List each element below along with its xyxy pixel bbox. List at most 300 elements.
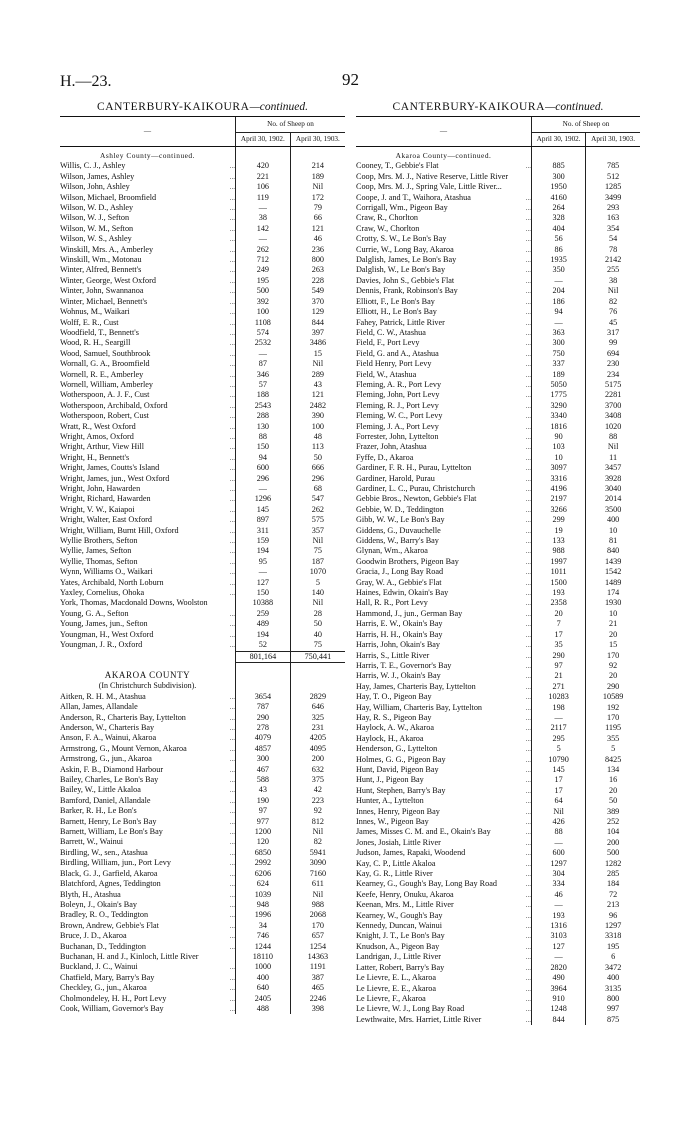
sheep-1902: 400 (236, 973, 291, 983)
owner-name: Wright, James, Coutts's Island (60, 463, 160, 473)
sheep-1902: 186 (532, 297, 586, 307)
table-row (60, 245, 345, 255)
sheep-1902: Nil (532, 807, 586, 817)
table-row (356, 838, 640, 848)
leader-dots: ... (229, 526, 235, 535)
table-row (356, 161, 640, 171)
sheep-1903: 2482 (290, 401, 345, 411)
sheep-1902: 5050 (532, 380, 586, 390)
table-row (356, 380, 640, 390)
table-row (356, 890, 640, 900)
table-row (356, 172, 640, 182)
sheep-1903: 370 (290, 297, 345, 307)
sheep-1902: 64 (532, 796, 586, 806)
table-row (60, 994, 345, 1004)
sheep-1903: 75 (290, 546, 345, 556)
sheep-1902: 130 (236, 422, 291, 432)
sheep-1902: 21 (532, 671, 586, 681)
owner-name: Hay, R. S., Pigeon Bay (356, 712, 432, 722)
table-row (356, 567, 640, 577)
leader-dots: ... (229, 360, 235, 369)
owner-name: Gebbie, W. D., Teddington (356, 504, 444, 514)
table-row (60, 962, 345, 972)
owner-name: Cholmondeley, H. H., Port Levy (60, 993, 167, 1003)
sheep-1902: 977 (236, 817, 291, 827)
leader-dots: ... (229, 193, 235, 202)
leader-dots: ... (229, 807, 235, 816)
owner-name: Allan, James, Allandale (60, 702, 138, 712)
sheep-1902: 194 (236, 630, 291, 640)
leader-dots: ... (525, 922, 531, 931)
table-row (60, 609, 345, 619)
owner-name: Innes, Henry, Pigeon Bay (356, 806, 440, 816)
owner-name: Wright, Arthur, View Hill (60, 442, 144, 452)
table-row (60, 723, 345, 733)
sheep-1903: 1070 (290, 567, 345, 577)
owner-name: Field, C. W., Atashua (356, 327, 426, 337)
sheep-1902: 1200 (236, 827, 291, 837)
leader-dots: ... (525, 214, 531, 223)
sheep-1903: 657 (290, 931, 345, 941)
sheep-1903: 3318 (586, 931, 640, 941)
leader-dots: ... (525, 516, 531, 525)
leader-dots: ... (525, 557, 531, 566)
leader-dots: ... (525, 297, 531, 306)
leader-dots: ... (229, 838, 235, 847)
table-row (60, 796, 345, 806)
sheep-1903: 3500 (586, 505, 640, 515)
sheep-1902: 142 (236, 224, 291, 234)
sheep-1902: 159 (236, 536, 291, 546)
sheep-1903: 611 (290, 879, 345, 889)
owner-name: Armstrong, G., Mount Vernon, Akaroa (60, 743, 187, 753)
leader-dots: ... (525, 360, 531, 369)
sheep-1903: 40 (290, 630, 345, 640)
owner-name: Kennedy, Duncan, Wainui (356, 921, 442, 931)
leader-dots: ... (229, 266, 235, 275)
table-row (356, 744, 640, 754)
leader-dots: ... (525, 589, 531, 598)
owner-name: Wilson, Michael, Broomfield (60, 192, 157, 202)
leader-dots: ... (525, 859, 531, 868)
sheep-1902: 1996 (236, 910, 291, 920)
owner-name: Harris, E. W., Okain's Bay (356, 619, 443, 629)
sheep-1903: 15 (290, 349, 345, 359)
sheep-1903: 375 (290, 775, 345, 785)
sheep-1903: 2246 (290, 994, 345, 1004)
leader-dots: ... (229, 370, 235, 379)
sheep-1902: 120 (236, 837, 291, 847)
sheep-1903: 76 (586, 307, 640, 317)
sheep-1902: 95 (236, 557, 291, 567)
leader-dots: ... (525, 318, 531, 327)
leader-dots: ... (229, 308, 235, 317)
sheep-1903: Nil (290, 890, 345, 900)
sheep-1902: 127 (532, 942, 586, 952)
table-row (60, 983, 345, 993)
table-row (60, 401, 345, 411)
table-row (356, 307, 640, 317)
leader-dots: ... (229, 848, 235, 857)
owner-name: York, Thomas, Macdonald Downs, Woolston (60, 598, 208, 608)
right-section-title: Akaroa County—continued. (395, 151, 492, 160)
sheep-1903: 262 (290, 505, 345, 515)
leader-dots: ... (229, 994, 235, 1003)
leader-dots: ... (525, 942, 531, 951)
owner-name: Field, G. and A., Atashua (356, 348, 439, 358)
sheep-1902: — (532, 318, 586, 328)
sheep-1903: 42 (290, 785, 345, 795)
owner-name: Wornell, R. E., Amberley (60, 369, 144, 379)
table-row (356, 692, 640, 702)
sheep-1902: 43 (236, 785, 291, 795)
sheep-1902: 259 (236, 609, 291, 619)
owner-name: Bruce, J. D., Akaroa (60, 931, 127, 941)
owner-name: Yaxley, Cornelius, Ohoka (60, 588, 145, 598)
sheep-1903: 21 (586, 619, 640, 629)
owner-name: Kearney, G., Gough's Bay, Long Bay Road (356, 879, 497, 889)
owner-name: Wyllie Brothers, Sefton (60, 536, 138, 546)
sheep-1903: 228 (290, 276, 345, 286)
sheep-1902: 488 (236, 1004, 291, 1014)
leader-dots: ... (229, 432, 235, 441)
sheep-1903: 172 (290, 193, 345, 203)
owner-name: Young, James, jun., Sefton (60, 619, 148, 629)
table-row (356, 255, 640, 265)
sheep-1903: 50 (290, 453, 345, 463)
sheep-1902: 1296 (236, 494, 291, 504)
leader-dots: ... (525, 349, 531, 358)
sheep-1903: 54 (586, 234, 640, 244)
sheep-1902: 198 (532, 703, 586, 713)
leader-dots: ... (525, 797, 531, 806)
leader-dots: ... (525, 641, 531, 650)
sheep-1903: 285 (586, 869, 640, 879)
sheep-1902: 426 (532, 817, 586, 827)
sheep-1902: 188 (236, 390, 291, 400)
leader-dots: ... (525, 224, 531, 233)
owner-name: Harris, H. H., Okain's Bay (356, 629, 443, 639)
owner-name: Goodwin Brothers, Pigeon Bay (356, 556, 459, 566)
sheep-1903: 88 (586, 432, 640, 442)
table-row (60, 921, 345, 931)
leader-dots: ... (229, 412, 235, 421)
sheep-1903: 20 (586, 786, 640, 796)
table-row (60, 338, 345, 348)
sheep-1903: 2829 (290, 692, 345, 702)
sheep-1902: 311 (236, 526, 291, 536)
sheep-1902: 145 (532, 765, 586, 775)
table-row (60, 432, 345, 442)
table-row (356, 349, 640, 359)
leader-dots: ... (229, 641, 235, 650)
table-row (60, 785, 345, 795)
owner-name: Wright, Amos, Oxford (60, 431, 134, 441)
table-row (60, 276, 345, 286)
sheep-1903: Nil (290, 536, 345, 546)
sheep-1903: 99 (586, 338, 640, 348)
table-row (356, 786, 640, 796)
sheep-1903: 5 (586, 744, 640, 754)
owner-name: Forrester, John, Lyttelton (356, 431, 439, 441)
table-row (60, 234, 345, 244)
sheep-1902: 56 (532, 234, 586, 244)
sheep-1903: 296 (290, 474, 345, 484)
owner-name: Wright, William, Burnt Hill, Oxford (60, 525, 179, 535)
table-row (356, 515, 640, 525)
sheep-1903: 2068 (290, 910, 345, 920)
sheep-1902: 7 (532, 619, 586, 629)
table-row (60, 744, 345, 754)
leader-dots: ... (525, 568, 531, 577)
sheep-1902: 300 (532, 338, 586, 348)
table-row (356, 598, 640, 608)
leader-dots: ... (525, 880, 531, 889)
sheep-1902: 2117 (532, 723, 586, 733)
table-row (60, 359, 345, 369)
leader-dots: ... (229, 422, 235, 431)
leader-dots: ... (229, 869, 235, 878)
owner-name: Wright, James, jun., West Oxford (60, 473, 170, 483)
sheep-1902: 346 (236, 370, 291, 380)
table-row (356, 193, 640, 203)
sheep-1903: 113 (290, 442, 345, 452)
sheep-1903: 79 (290, 203, 345, 213)
owner-name: James, Misses C. M. and E., Okain's Bay (356, 827, 491, 837)
sheep-1903: 14363 (290, 952, 345, 962)
sheep-1903: 45 (586, 318, 640, 328)
leader-dots: ... (525, 765, 531, 774)
table-row (60, 817, 345, 827)
sheep-1903: 4095 (290, 744, 345, 754)
table-row (356, 817, 640, 827)
sheep-1902: 2532 (236, 338, 291, 348)
owner-name: Wornall, G. A., Broomfield (60, 359, 150, 369)
leader-dots: ... (525, 256, 531, 265)
table-row (356, 765, 640, 775)
leader-dots: ... (525, 776, 531, 785)
owner-name: Crotty, S. W., Le Bon's Bay (356, 234, 447, 244)
sheep-1902: 94 (236, 453, 291, 463)
owner-name: Field, W., Atashua (356, 369, 417, 379)
sheep-1903: 234 (586, 370, 640, 380)
table-row (60, 879, 345, 889)
table-row (60, 307, 345, 317)
leader-dots: ... (229, 339, 235, 348)
sheep-1902: 88 (236, 432, 291, 442)
owner-name: Knight, J. T., Le Bon's Bay (356, 931, 445, 941)
right-head-group: No. of Sheep on (532, 117, 641, 133)
owner-name: Blatchford, Agnes, Teddington (60, 879, 161, 889)
table-row (60, 1004, 345, 1014)
sheep-1903: 170 (586, 651, 640, 661)
owner-name: Bamford, Daniel, Allandale (60, 795, 151, 805)
table-row (60, 931, 345, 941)
table-row (60, 255, 345, 265)
leader-dots: ... (229, 568, 235, 577)
sheep-1902: 420 (236, 161, 291, 171)
sheep-1903: 174 (586, 588, 640, 598)
leader-dots: ... (229, 214, 235, 223)
owner-name: Wilson, John, Ashley (60, 182, 130, 192)
sheep-1903: 121 (290, 390, 345, 400)
sheep-1903: 389 (586, 807, 640, 817)
table-row (356, 338, 640, 348)
page-number: 92 (342, 70, 359, 89)
sheep-1903: 694 (586, 349, 640, 359)
sheep-1903: 387 (290, 973, 345, 983)
leader-dots: ... (229, 245, 235, 254)
sheep-1902: 404 (532, 224, 586, 234)
owner-name: Fyffe, D., Akaroa (356, 452, 414, 462)
table-row (356, 265, 640, 275)
leader-dots: ... (525, 953, 531, 962)
leader-dots: ... (229, 942, 235, 951)
akaroa-sub-blank-2 (290, 681, 345, 691)
sheep-1903: 236 (290, 245, 345, 255)
table-row (60, 765, 345, 775)
table-row (60, 463, 345, 473)
left-column (60, 98, 345, 1014)
sheep-1903: 800 (586, 994, 640, 1004)
table-row (356, 900, 640, 910)
table-row (356, 796, 640, 806)
owner-name: Bradley, R. O., Teddington (60, 910, 149, 920)
leader-dots: ... (229, 692, 235, 701)
sheep-1903: 2281 (586, 390, 640, 400)
sheep-1902: — (236, 484, 291, 494)
table-row (356, 713, 640, 723)
table-row (60, 453, 345, 463)
table-row (356, 442, 640, 452)
owner-name: Wright, John, Hawarden (60, 484, 141, 493)
leader-dots: ... (229, 443, 235, 452)
table-row (356, 546, 640, 556)
table-row (60, 318, 345, 328)
leader-dots: ... (525, 693, 531, 702)
sheep-1903: 28 (290, 609, 345, 619)
owner-name: Winskill, Mrs. A., Amberley (60, 244, 154, 254)
sheep-1902: 1244 (236, 942, 291, 952)
sheep-1902: 1935 (532, 255, 586, 265)
table-row (356, 963, 640, 973)
leader-dots: ... (229, 485, 235, 493)
leader-dots: ... (229, 172, 235, 181)
table-row (356, 952, 640, 962)
table-row (60, 328, 345, 338)
sheep-1902: 3964 (532, 984, 586, 994)
sheep-1902: 35 (532, 640, 586, 650)
leader-dots: ... (229, 1004, 235, 1013)
sheep-1902: 2543 (236, 401, 291, 411)
owner-name: Coop, Mrs. M. J., Native Reserve, Little River (356, 171, 509, 181)
owner-name: Gebbie Bros., Newton, Gebbie's Flat (356, 494, 477, 504)
leader-dots: ... (525, 276, 531, 285)
table-row (60, 526, 345, 536)
sheep-1903: 96 (586, 911, 640, 921)
leader-dots: ... (525, 308, 531, 317)
sheep-1902: 588 (236, 775, 291, 785)
owner-name: Field Henry, Port Levy (356, 359, 432, 369)
sheep-1902: — (236, 203, 291, 213)
sheep-1902: 4079 (236, 733, 291, 743)
owner-name: Gibb, W. W., Le Bon's Bay (356, 515, 445, 525)
sheep-1903: 223 (290, 796, 345, 806)
akaroa-heading-row (60, 662, 345, 681)
owner-name: Wright, H., Bennett's (60, 452, 130, 462)
sheep-1902: 278 (236, 723, 291, 733)
table-row (356, 651, 640, 661)
sheep-1902: — (532, 276, 586, 286)
leader-dots: ... (229, 204, 235, 213)
sheep-1903: 200 (290, 754, 345, 764)
akaroa-sub-row (60, 681, 345, 691)
table-row (60, 973, 345, 983)
table-row (356, 671, 640, 681)
sheep-1903: 3408 (586, 411, 640, 421)
table-row (356, 390, 640, 400)
table-row (60, 910, 345, 920)
sheep-1902: 189 (532, 370, 586, 380)
table-row (356, 297, 640, 307)
table-row (60, 182, 345, 192)
sheep-1903: 20 (586, 671, 640, 681)
table-row (60, 411, 345, 421)
leader-dots: ... (229, 890, 235, 899)
owner-name: Birdling, W., sen., Atashua (60, 847, 148, 857)
table-row (356, 775, 640, 785)
sheep-1903: 5 (290, 578, 345, 588)
sheep-1903: 812 (290, 817, 345, 827)
leader-dots: ... (525, 703, 531, 712)
sheep-1902: 88 (532, 827, 586, 837)
table-row (356, 453, 640, 463)
owner-name: Keenan, Mrs. M., Little River (356, 900, 454, 910)
leader-dots: ... (229, 474, 235, 483)
leader-dots: ... (525, 193, 531, 202)
table-row (60, 380, 345, 390)
leader-dots: ... (525, 994, 531, 1003)
sheep-1902: 1011 (532, 567, 586, 577)
owner-name: Hunt, J., Pigeon Bay (356, 775, 424, 785)
right-title-text: CANTERBURY-KAIKOURA (392, 101, 546, 113)
sheep-1902: 467 (236, 765, 291, 775)
total-1903: 750,441 (290, 651, 345, 662)
table-row (60, 224, 345, 234)
table-row (356, 411, 640, 421)
table-row (60, 172, 345, 182)
table-row (60, 900, 345, 910)
leader-dots: ... (229, 973, 235, 982)
sheep-1903: 3457 (586, 463, 640, 473)
leader-dots: ... (525, 838, 531, 847)
table-row (356, 973, 640, 983)
owner-name: Wotherspoon, Archibald, Oxford (60, 400, 168, 410)
owner-name: Coope, J. and T., Waihora, Atashua (356, 192, 471, 202)
leader-dots: ... (525, 505, 531, 514)
left-section-row (60, 147, 345, 162)
sheep-1902: 262 (236, 245, 291, 255)
owner-name: Checkley, G., jun., Akaroa (60, 983, 147, 993)
table-row (356, 734, 640, 744)
right-col-1902: April 30, 1902. (532, 133, 586, 147)
sheep-1903: 3090 (290, 858, 345, 868)
leader-dots: ... (229, 765, 235, 774)
sheep-1902: 328 (532, 213, 586, 223)
table-row (356, 619, 640, 629)
sheep-1903: 104 (586, 827, 640, 837)
sheep-1902: — (532, 952, 586, 962)
